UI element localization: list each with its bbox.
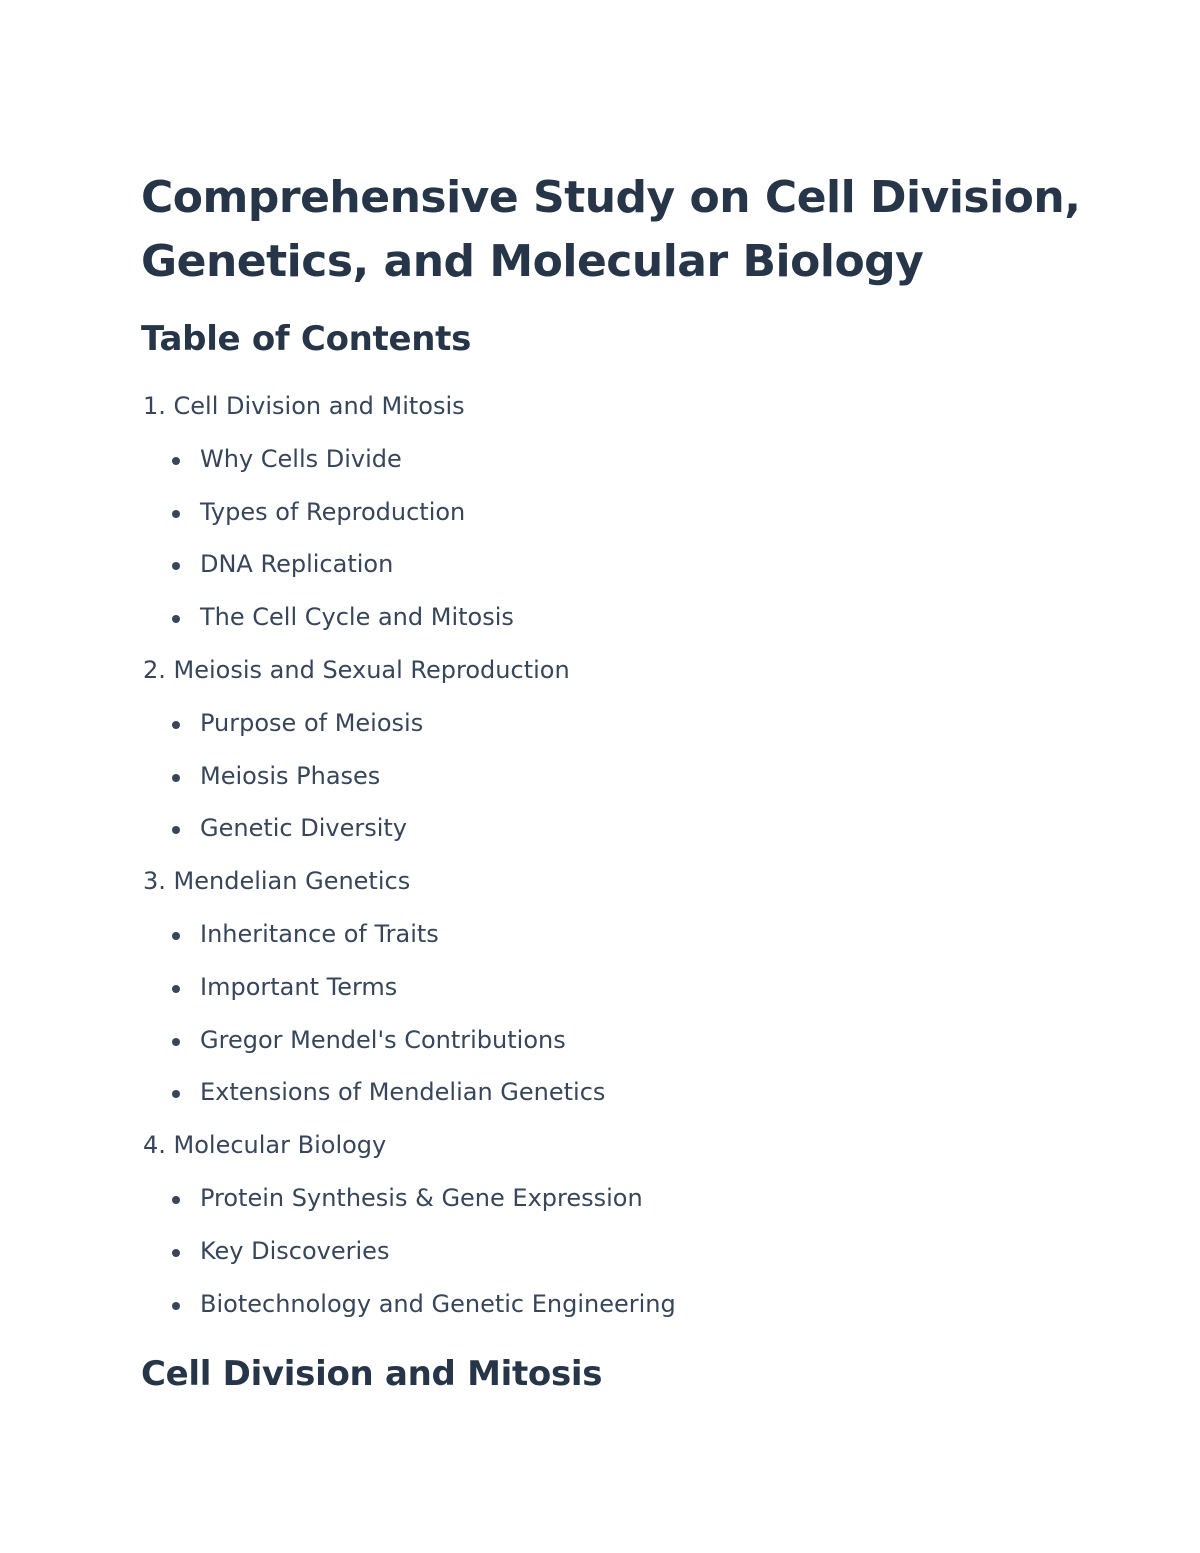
- bullet-icon: [172, 562, 180, 570]
- toc-item[interactable]: [141, 808, 1041, 861]
- toc-item[interactable]: [141, 492, 1041, 545]
- toc-section[interactable]: 3. Mendelian Genetics: [143, 867, 411, 896]
- toc-item-label: Inheritance of Traits: [200, 919, 439, 948]
- toc-heading: Table of Contents: [141, 319, 472, 359]
- bullet-icon: [172, 932, 180, 940]
- document-title-line-2: Genetics, and Molecular Biology: [141, 236, 924, 287]
- bullet-icon: [172, 985, 180, 993]
- toc-item[interactable]: [141, 597, 1041, 650]
- toc-item-label: DNA Replication: [200, 550, 394, 579]
- toc-item[interactable]: [141, 967, 1041, 1020]
- bullet-icon: [172, 774, 180, 782]
- toc-item-label: Meiosis Phases: [200, 761, 381, 790]
- toc-item-label: Biotechnology and Genetic Engineering: [200, 1289, 676, 1318]
- toc-item[interactable]: [141, 914, 1041, 967]
- toc-section[interactable]: 4. Molecular Biology: [143, 1131, 387, 1160]
- toc-item[interactable]: [141, 1284, 1041, 1337]
- toc-item-label: Genetic Diversity: [200, 814, 408, 843]
- toc-item-label: Protein Synthesis & Gene Expression: [200, 1183, 643, 1212]
- bullet-icon: [172, 826, 180, 834]
- toc-item-label: Key Discoveries: [200, 1236, 390, 1265]
- bullet-icon: [172, 1249, 180, 1257]
- bullet-icon: [172, 615, 180, 623]
- toc-item-label: Gregor Mendel's Contributions: [200, 1025, 566, 1054]
- bullet-icon: [172, 457, 180, 465]
- toc-item-label: Why Cells Divide: [200, 444, 402, 473]
- bullet-icon: [172, 1090, 180, 1098]
- toc-item-label: The Cell Cycle and Mitosis: [200, 603, 514, 632]
- bullet-icon: [172, 1196, 180, 1204]
- bullet-icon: [172, 1038, 180, 1046]
- bullet-icon: [172, 1302, 180, 1310]
- toc-item-label: Purpose of Meiosis: [200, 708, 424, 737]
- toc-item[interactable]: [141, 544, 1041, 597]
- toc-section[interactable]: 2. Meiosis and Sexual Reproduction: [143, 655, 570, 684]
- toc-item-label: Types of Reproduction: [200, 497, 466, 526]
- toc-item[interactable]: [141, 439, 1041, 492]
- table-of-contents: [141, 386, 1041, 1336]
- toc-item[interactable]: [141, 1178, 1041, 1231]
- bullet-icon: [172, 721, 180, 729]
- toc-item[interactable]: [141, 756, 1041, 809]
- toc-item[interactable]: [141, 1231, 1041, 1284]
- toc-item[interactable]: [141, 1020, 1041, 1073]
- toc-item[interactable]: [141, 703, 1041, 756]
- toc-item-label: Important Terms: [200, 972, 398, 1001]
- document-title-line-1: Comprehensive Study on Cell Division,: [141, 172, 1081, 223]
- bullet-icon: [172, 510, 180, 518]
- section-heading: Cell Division and Mitosis: [141, 1354, 603, 1394]
- document-title: [141, 166, 1101, 294]
- toc-item-label: Extensions of Mendelian Genetics: [200, 1078, 606, 1107]
- toc-section[interactable]: 1. Cell Division and Mitosis: [143, 392, 465, 420]
- toc-item[interactable]: [141, 1072, 1041, 1125]
